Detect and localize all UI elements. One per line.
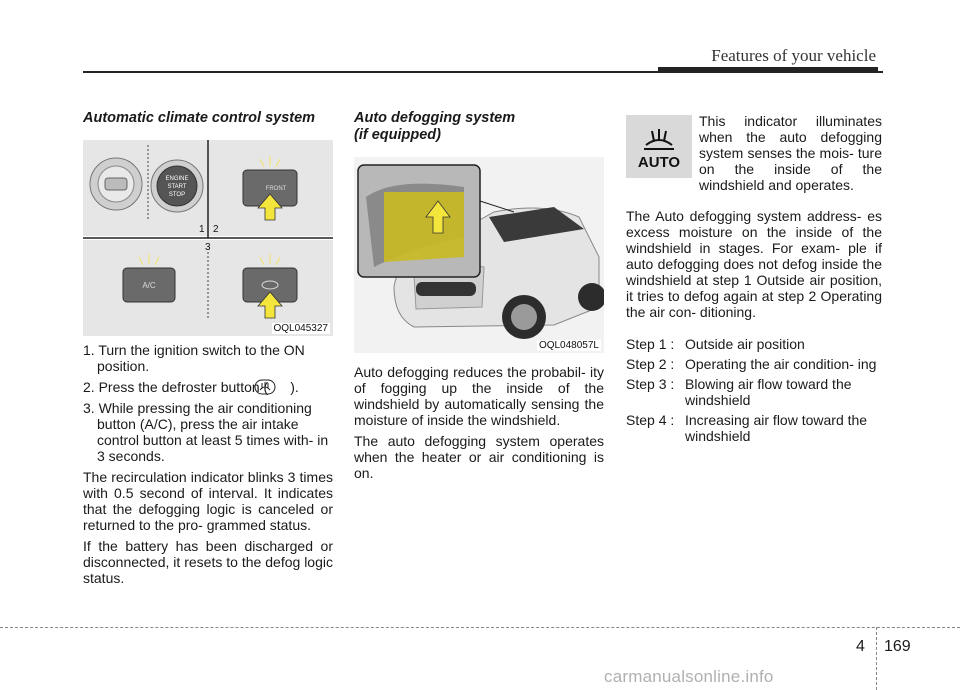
section-title-auto-defog: Auto defogging system (if equipped) bbox=[354, 110, 516, 143]
paragraph-stages: The Auto defogging system address- es excess moisture on the inside of the windshield in stages. For exam- ple if auto defogging does not defog inside the windshield at step 1 Outside air position, it tries to defog again at step 2 Operating the air con- ditioning. bbox=[626, 208, 882, 320]
figure-step-1: 1 bbox=[199, 224, 205, 235]
page-header-title: Features of your vehicle bbox=[711, 46, 876, 65]
auto-icon-text: AUTO bbox=[637, 154, 681, 171]
figure-label-climate: OQL045327 bbox=[273, 323, 328, 334]
column-auto-defog bbox=[354, 110, 604, 144]
defroster-icon bbox=[268, 379, 290, 395]
figure-step-3: 3 bbox=[205, 242, 211, 253]
figure-suv-sensor bbox=[354, 157, 604, 353]
paragraph-auto-defog: Auto defogging reduces the probabil- ity of fogging up the inside of the windshield by automatically sensing the moisture of inside the windshield. bbox=[354, 364, 604, 428]
engine-label-3: STOP bbox=[168, 192, 186, 198]
climate-controls-illustration bbox=[83, 140, 333, 336]
paragraph-recirculation: The recirculation indicator blinks 3 times with 0.5 second of interval. It indicates that the defogging logic is canceled or returned to the pro- grammed status. bbox=[83, 469, 333, 533]
chapter-number: 4 bbox=[856, 638, 865, 655]
auto-defog-indicator-icon bbox=[626, 115, 692, 178]
climate-steps-block bbox=[83, 342, 333, 586]
list-item: Step 1 : Outside air position bbox=[626, 336, 805, 352]
engine-label-2: START bbox=[167, 184, 187, 190]
paragraph-auto-defog-operates: The auto defogging system operates when the heater or air conditioning is on. bbox=[354, 433, 604, 481]
footer-rule bbox=[0, 627, 960, 628]
section-title-climate: Automatic climate control system bbox=[83, 110, 316, 126]
indicator-description: This indicator illuminates when the auto defogging system senses the mois- ture on the inside of the windshield and operates. bbox=[699, 113, 882, 193]
figure-label-suv: OQL048057L bbox=[538, 340, 599, 351]
list-item: Step 4 : Increasing air flow toward the windshield bbox=[626, 412, 868, 444]
footer-divider bbox=[876, 627, 877, 690]
page-number: 169 bbox=[884, 638, 911, 655]
header-rule-accent bbox=[658, 67, 878, 73]
list-item: 2. Press the defroster button ( ). bbox=[83, 379, 299, 395]
column-climate-control bbox=[83, 110, 333, 127]
paragraph-battery: If the battery has been discharged or disconnected, it resets to the defog logic status. bbox=[83, 538, 333, 586]
auto-defog-text bbox=[354, 364, 604, 481]
ac-button-label: A/C bbox=[142, 281, 156, 290]
figure-climate-controls bbox=[83, 140, 333, 336]
list-item: 3. While pressing the air conditioning button (A/C), press the air intake control button at least 5 times with- in 3 seconds. bbox=[83, 400, 329, 464]
suv-illustration bbox=[354, 157, 604, 353]
climate-steps-list bbox=[83, 342, 333, 464]
list-item: Step 2 : Operating the air condition- ing bbox=[626, 356, 877, 372]
stages-list bbox=[626, 336, 882, 444]
engine-label-1: ENGINE bbox=[165, 176, 189, 182]
figure-step-2: 2 bbox=[213, 224, 219, 235]
list-item: 1. Turn the ignition switch to the ON position. bbox=[83, 342, 305, 374]
list-item: Step 3 : Blowing air flow toward the windshield bbox=[626, 376, 852, 408]
front-button-label: FRONT bbox=[265, 186, 287, 192]
auto-defog-stages bbox=[626, 208, 882, 448]
watermark: carmanualsonline.info bbox=[604, 667, 774, 686]
